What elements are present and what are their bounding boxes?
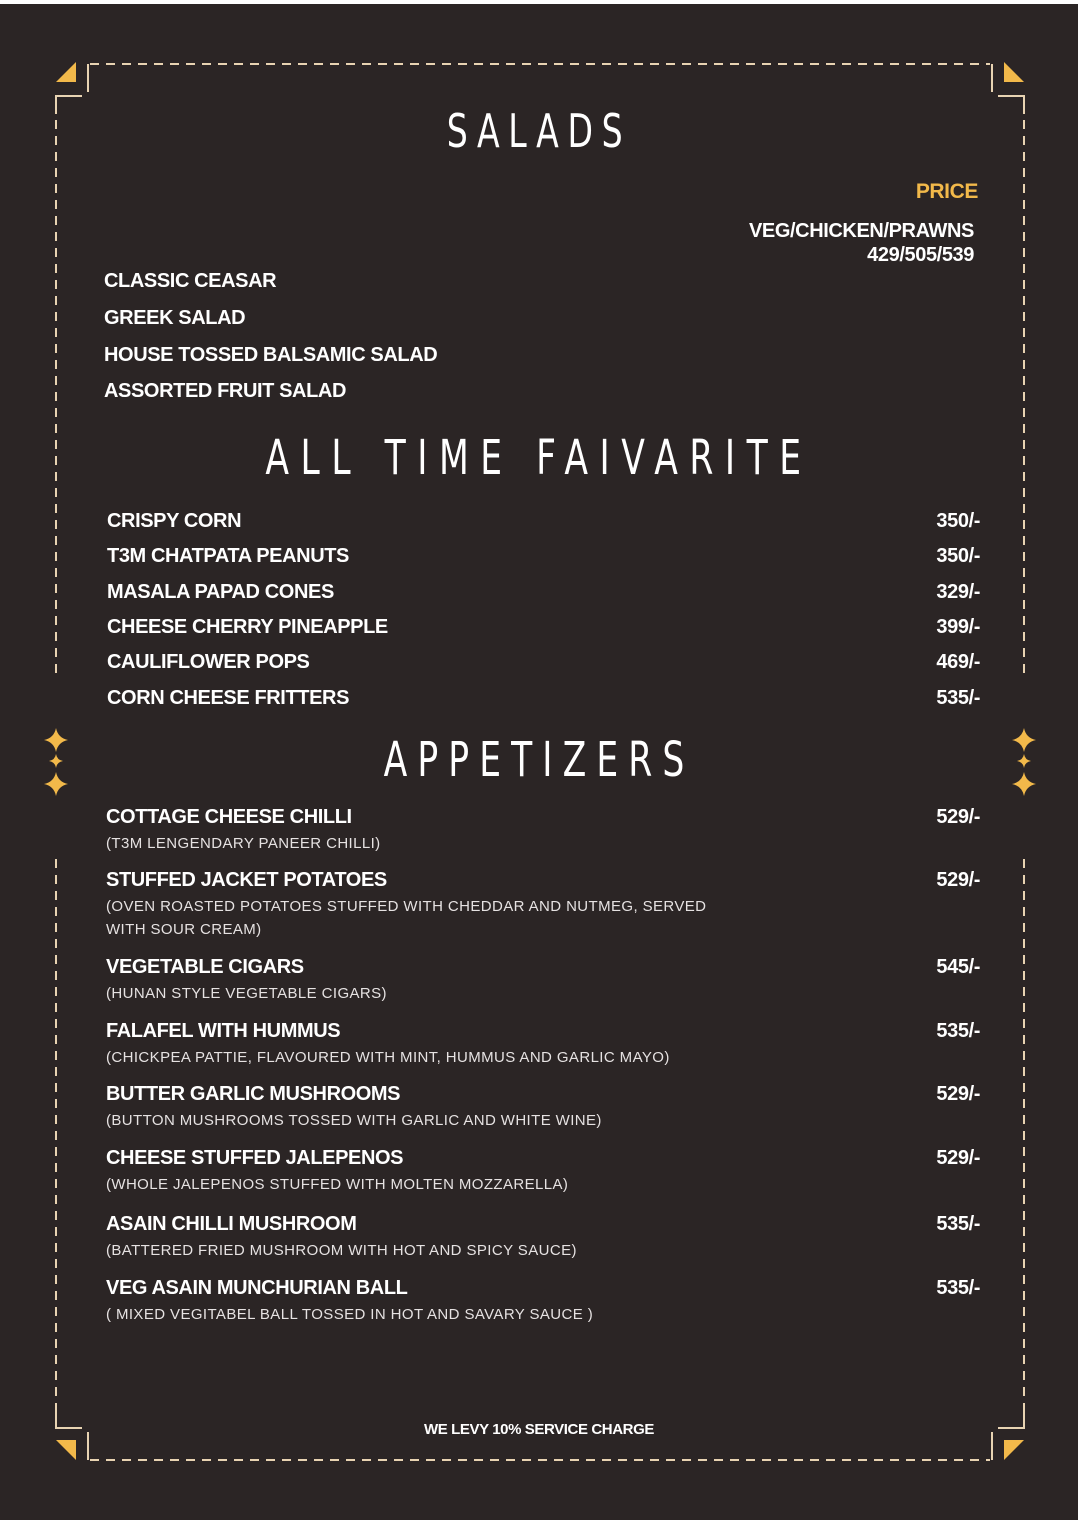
triangle-corner-icon [56, 1440, 76, 1460]
salad-item-name: ASSORTED FRUIT SALAD [104, 380, 347, 402]
favorite-item-price: 350/- [936, 510, 980, 532]
triangle-corner-icon [56, 62, 76, 82]
appetizer-item-description: (CHICKPEA PATTIE, FLAVOURED WITH MINT, HUMMUS AND GARLIC MAYO) [106, 1049, 670, 1066]
favorite-item-price: 535/- [936, 686, 980, 709]
appetizer-item-price: 529/- [936, 1083, 980, 1105]
appetizer-item-name: STUFFED JACKET POTATOES [106, 869, 387, 891]
appetizer-item-description: (WHOLE JALEPENOS STUFFED WITH MOLTEN MOZZARELLA) [106, 1176, 569, 1193]
sparkle-cluster-icon [44, 728, 68, 796]
appetizer-item-name: VEGETABLE CIGARS [106, 956, 304, 978]
triangle-corner-icon [1004, 1440, 1024, 1460]
appetizer-item-name: ASAIN CHILLI MUSHROOM [106, 1213, 357, 1235]
appetizer-item-name: COTTAGE CHEESE CHILLI [106, 806, 352, 828]
appetizer-item-description: (OVEN ROASTED POTATOES STUFFED WITH CHEDDAR AND NUTMEG, SERVED [106, 898, 707, 915]
section-title-favorites: ALL TIME FAIVARITE [265, 430, 813, 486]
appetizer-item-name: BUTTER GARLIC MUSHROOMS [106, 1083, 401, 1105]
favorite-item-name: T3M CHATPATA PEANUTS [107, 545, 349, 568]
appetizer-item-price: 535/- [936, 1020, 980, 1042]
appetizer-item-price: 529/- [936, 806, 980, 828]
appetizer-item-name: FALAFEL WITH HUMMUS [106, 1020, 341, 1042]
menu-page [0, 4, 1078, 1520]
favorite-item-name: CHEESE CHERRY PINEAPPLE [107, 615, 388, 638]
favorite-item-name: CRISPY CORN [107, 510, 242, 532]
price-values: 429/505/539 [867, 244, 974, 266]
appetizer-item-description: WITH SOUR CREAM) [106, 921, 262, 938]
salad-item-name: CLASSIC CEASAR [104, 270, 277, 292]
favorite-item-name: CORN CHEESE FRITTERS [107, 686, 350, 709]
salad-item-name: GREEK SALAD [104, 307, 246, 329]
appetizer-item-price: 545/- [936, 956, 980, 978]
appetizer-item-price: 535/- [936, 1213, 980, 1235]
salad-item-name: HOUSE TOSSED BALSAMIC SALAD [104, 344, 438, 366]
service-charge-note: WE LEVY 10% SERVICE CHARGE [424, 1421, 654, 1438]
favorite-item-price: 469/- [936, 651, 980, 674]
appetizer-item-name: CHEESE STUFFED JALEPENOS [106, 1147, 404, 1169]
appetizer-item-price: 535/- [936, 1277, 980, 1299]
favorite-item-price: 350/- [936, 545, 980, 568]
section-title-salads: SALADS [446, 104, 632, 158]
sparkle-cluster-icon [1012, 728, 1036, 796]
appetizer-item-price: 529/- [936, 1147, 980, 1169]
favorite-item-name: MASALA PAPAD CONES [107, 580, 334, 603]
appetizer-item-description: (T3M LENGENDARY PANEER CHILLI) [106, 835, 381, 852]
appetizer-item-price: 529/- [936, 869, 980, 891]
appetizer-item-description: (HUNAN STYLE VEGETABLE CIGARS) [106, 985, 387, 1002]
price-variants: VEG/CHICKEN/PRAWNS [748, 220, 974, 242]
appetizer-item-description: ( MIXED VEGITABEL BALL TOSSED IN HOT AND SAVARY SAUCE ) [106, 1306, 594, 1323]
appetizer-item-name: VEG ASAIN MUNCHURIAN BALL [106, 1277, 408, 1299]
section-title-appetizers: APPETIZERS [383, 732, 695, 788]
price-label: PRICE [915, 180, 978, 203]
favorite-item-name: CAULIFLOWER POPS [107, 651, 310, 674]
favorite-item-price: 399/- [936, 615, 980, 638]
appetizer-item-description: (BUTTON MUSHROOMS TOSSED WITH GARLIC AND WHITE WINE) [106, 1112, 602, 1129]
triangle-corner-icon [1004, 62, 1024, 82]
appetizer-item-description: (BATTERED FRIED MUSHROOM WITH HOT AND SPICY SAUCE) [106, 1242, 577, 1259]
favorite-item-price: 329/- [936, 580, 980, 603]
